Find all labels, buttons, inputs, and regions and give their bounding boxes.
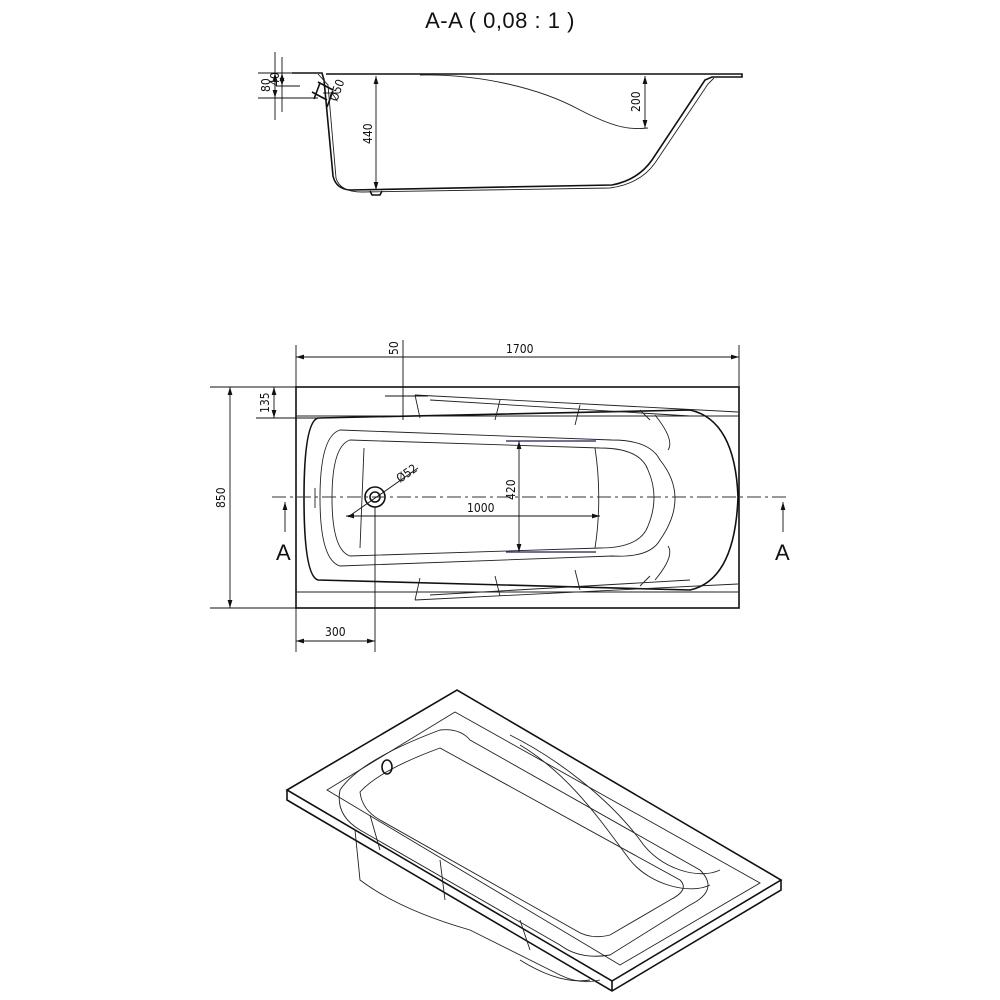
dim-d52: Ø52 [393,461,420,486]
iso-rim-top [287,690,781,981]
dim-135: 135 [258,392,272,413]
section-inner-line [318,74,714,192]
dim-40: 40 [268,72,282,86]
plan-view [210,340,790,652]
section-mark-right: A [775,540,790,565]
dim-d50: Ø50 [326,77,348,104]
dim-850: 850 [214,487,228,508]
armrest-bottom [415,570,738,600]
dim-440: 440 [361,123,375,144]
section-profile [292,73,742,190]
dim-420: 420 [504,479,518,500]
drawing-title: A-A ( 0,08 : 1 ) [425,8,575,33]
headrest-curve [420,75,648,129]
dim-200: 200 [629,91,643,112]
dim-80: 80 [259,78,273,92]
iso-basin [339,730,708,957]
dim-1000: 1000 [467,501,495,515]
dim-300: 300 [325,625,346,639]
section-mark-left: A [276,540,291,565]
dim-1700: 1700 [506,342,534,356]
isometric-view [287,690,781,991]
dim-50: 50 [387,341,401,355]
section-view [258,52,742,195]
iso-skirt [355,830,600,982]
